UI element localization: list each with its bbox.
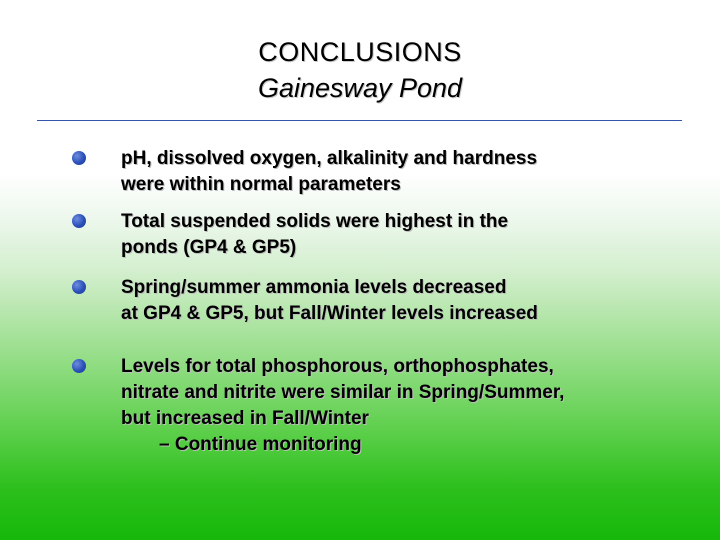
title-divider	[37, 120, 682, 121]
bullet-dot-icon	[72, 214, 86, 228]
bullet-text	[121, 275, 681, 327]
bullet-line: pH, dissolved oxygen, alkalinity and hardness	[121, 148, 538, 169]
bullet-line: Total suspended solids were highest in the	[121, 211, 509, 232]
bullet-dot-icon	[72, 280, 86, 294]
title-subheading: Gainesway Pond	[257, 73, 463, 103]
bullet-text	[121, 146, 681, 198]
bullet-text	[121, 209, 681, 261]
bullet-dot-icon	[72, 359, 86, 373]
slide-title	[0, 34, 720, 106]
bullet-line: ponds (GP4 & GP5)	[121, 237, 297, 258]
bullet-line: at GP4 & GP5, but Fall/Winter levels increased	[121, 303, 538, 324]
bullet-line: but increased in Fall/Winter	[121, 408, 369, 429]
bullet-line: were within normal parameters	[121, 174, 401, 195]
bullet-subline: – Continue monitoring	[159, 434, 362, 455]
bullet-text	[121, 354, 681, 458]
bullet-dot-icon	[72, 151, 86, 165]
bullet-line: Spring/summer ammonia levels decreased	[121, 277, 507, 298]
bullet-line: Levels for total phosphorous, orthophosphates,	[121, 356, 554, 377]
title-heading: CONCLUSIONS	[258, 37, 462, 67]
bullet-line: nitrate and nitrite were similar in Spring/Summer,	[121, 382, 565, 403]
